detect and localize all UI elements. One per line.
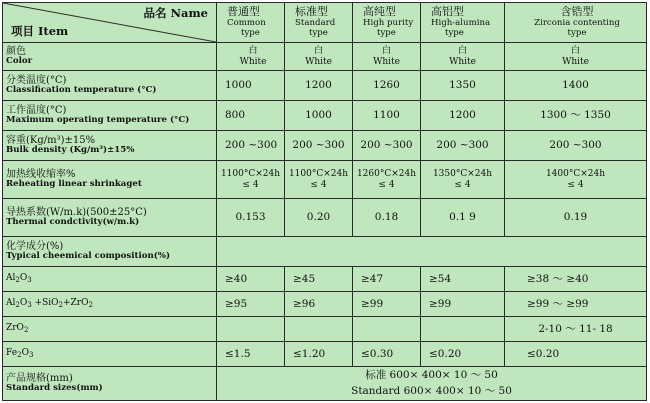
cell-fe2o3-high-alumina: ≤0.20	[421, 342, 505, 367]
cell-fe2o3-high-purity: ≤0.30	[353, 342, 421, 367]
row-label-zro2: ZrO$_2$	[3, 317, 217, 342]
cell-color-high-purity: 白 White	[353, 43, 421, 71]
row-label-chem	[3, 237, 217, 267]
cell-zro2-zirconia: 2-10 ～ 11- 18	[505, 317, 647, 342]
cell-class-temp-zirconia: 1400	[505, 71, 647, 101]
cell-fe2o3-common: ≤1.5	[217, 342, 285, 367]
row-label-en: Color	[6, 56, 33, 67]
row-label-max-temp	[3, 101, 217, 131]
product-spec-table	[2, 2, 647, 401]
column-header-zh: 高纯型	[363, 5, 396, 19]
cell-density-zirconia: 200 ~300	[505, 131, 647, 161]
cell-class-temp-common: 1000	[217, 71, 285, 101]
cell-max-temp-common: 800	[217, 101, 285, 131]
row-density	[3, 131, 647, 161]
column-header-zirconia	[505, 3, 647, 43]
column-header-en: Common	[227, 17, 266, 28]
row-label-zh: 化学成分(%)	[6, 240, 64, 252]
cell-class-temp-high-purity: 1260	[353, 71, 421, 101]
cell-fe2o3-zirconia: ≤0.20	[505, 342, 647, 367]
column-header-en-type: type	[309, 27, 328, 38]
row-label-en: Thermal condctivity(w/m.k)	[6, 217, 140, 228]
cell-al2o3-high-purity: ≥47	[353, 267, 421, 292]
cell-al-si-zr-zirconia: ≥99 ～ ≥99	[505, 292, 647, 317]
standard-sizes-zh: 标准 600× 400× 10 ～ 50	[365, 368, 498, 381]
cell-shrink-zirconia: 1400°C×24h ≤ 4	[505, 161, 647, 199]
row-label-zh: 容重(Kg/m³)±15%	[6, 134, 96, 146]
cell-al2o3-high-alumina: ≥54	[421, 267, 505, 292]
row-label-en: Reheating linear shrinkaget	[6, 179, 142, 190]
column-header-en-type: type	[377, 27, 396, 38]
row-label-zh: 颜色	[6, 45, 26, 57]
cell-density-high-alumina: 200 ~300	[421, 131, 505, 161]
cell-zro2-high-alumina	[421, 317, 505, 342]
cell-density-common: 200 ~300	[217, 131, 285, 161]
row-label-thermal	[3, 199, 217, 237]
cell-shrink-high-alumina: 1350°C×24h ≤ 4	[421, 161, 505, 199]
cell-color-zirconia: 白 White	[505, 43, 647, 71]
cell-fe2o3-standard: ≤1.20	[285, 342, 353, 367]
cell-al-si-zr-standard: ≥96	[285, 292, 353, 317]
cell-color-high-alumina: 白 White	[421, 43, 505, 71]
row-chem	[3, 237, 647, 267]
row-label-zh: 分类温度(°C)	[6, 74, 67, 86]
cell-max-temp-high-purity: 1100	[353, 101, 421, 131]
cell-zro2-standard	[285, 317, 353, 342]
row-label-zh: 工作温度(°C)	[6, 104, 67, 116]
cell-shrink-standard: 1100°C×24h ≤ 4	[285, 161, 353, 199]
cell-standard-sizes	[217, 367, 647, 401]
row-shrink	[3, 161, 647, 199]
cell-thermal-high-alumina: 0.1 9	[421, 199, 505, 237]
column-header-zh: 高铝型	[431, 5, 464, 19]
corner-item-label: 项目 Item	[11, 23, 69, 38]
column-header-en: Standard	[295, 17, 336, 28]
corner-header-cell	[3, 3, 217, 43]
cell-max-temp-zirconia: 1300 ～ 1350	[505, 101, 647, 131]
column-header-zh: 普通型	[227, 5, 260, 19]
chem-blank-cell	[217, 237, 647, 267]
row-label-class-temp	[3, 71, 217, 101]
column-header-common	[217, 3, 285, 43]
cell-class-temp-high-alumina: 1350	[421, 71, 505, 101]
cell-al-si-zr-high-purity: ≥99	[353, 292, 421, 317]
cell-zro2-high-purity	[353, 317, 421, 342]
row-zro2	[3, 317, 647, 342]
standard-sizes-en: Standard 600× 400× 10 ～ 50	[351, 384, 512, 397]
row-label-sizes	[3, 367, 217, 401]
column-header-zh: 标准型	[295, 5, 328, 19]
row-label-en: Maximum operating temperature (°C)	[6, 115, 190, 126]
column-header-en: Zirconia contenting	[534, 17, 620, 28]
cell-al-si-zr-common: ≥95	[217, 292, 285, 317]
column-header-en: High-alumina	[431, 17, 491, 28]
row-label-en: Bulk density (Kg/m³)±15%	[6, 145, 135, 156]
row-label-fe2o3: $Fe_2O_3$	[3, 342, 217, 367]
row-label-zh: 产品规格(mm)	[6, 372, 73, 384]
column-header-en-type: type	[445, 27, 464, 38]
column-header-standard	[285, 3, 353, 43]
column-header-en-type: type	[567, 27, 587, 38]
cell-al-si-zr-high-alumina: ≥99	[421, 292, 505, 317]
row-label-zh: 加热线收缩率%	[6, 168, 76, 180]
row-label-al2o3: $Al_2O_3$	[3, 267, 217, 292]
row-label-en: Typical cheemical composition(%)	[6, 251, 171, 262]
cell-thermal-zirconia: 0.19	[505, 199, 647, 237]
cell-thermal-standard: 0.20	[285, 199, 353, 237]
column-header-en: High purity	[363, 17, 414, 28]
cell-al2o3-zirconia: ≥38 ～ ≥40	[505, 267, 647, 292]
cell-color-standard: 白 White	[285, 43, 353, 71]
row-label-density	[3, 131, 217, 161]
header-row	[3, 3, 647, 43]
column-header-en-type: type	[241, 27, 260, 38]
cell-density-high-purity: 200 ~300	[353, 131, 421, 161]
row-label-zh: 导热系数(W/m.k)(500±25°C)	[6, 206, 147, 218]
row-label-color	[3, 43, 217, 71]
cell-shrink-high-purity: 1260°C×24h ≤ 4	[353, 161, 421, 199]
cell-color-common: 白 White	[217, 43, 285, 71]
row-label-al-si-zr: $Al_2O_3 +SiO_2+ZrO_2$	[3, 292, 217, 317]
cell-zro2-common	[217, 317, 285, 342]
row-label-shrink	[3, 161, 217, 199]
column-header-zh: 含锆型	[560, 5, 594, 19]
cell-class-temp-standard: 1200	[285, 71, 353, 101]
row-label-en: Classification temperature (°C)	[6, 85, 157, 96]
row-class-temp	[3, 71, 647, 101]
row-color	[3, 43, 647, 71]
row-al2o3	[3, 267, 647, 292]
cell-thermal-common: 0.153	[217, 199, 285, 237]
cell-shrink-common: 1100°C×24h ≤ 4	[217, 161, 285, 199]
row-sizes	[3, 367, 647, 401]
cell-density-standard: 200 ~300	[285, 131, 353, 161]
cell-thermal-high-purity: 0.18	[353, 199, 421, 237]
cell-max-temp-high-alumina: 1200	[421, 101, 505, 131]
cell-al2o3-standard: ≥45	[285, 267, 353, 292]
row-max-temp	[3, 101, 647, 131]
row-al-si-zr	[3, 292, 647, 317]
column-header-high-alumina	[421, 3, 505, 43]
corner-name-label: 品名 Name	[143, 6, 208, 20]
column-header-high-purity	[353, 3, 421, 43]
row-fe2o3	[3, 342, 647, 367]
cell-al2o3-common: ≥40	[217, 267, 285, 292]
cell-max-temp-standard: 1000	[285, 101, 353, 131]
row-label-en: Standard sizes(mm)	[6, 383, 103, 394]
row-thermal	[3, 199, 647, 237]
